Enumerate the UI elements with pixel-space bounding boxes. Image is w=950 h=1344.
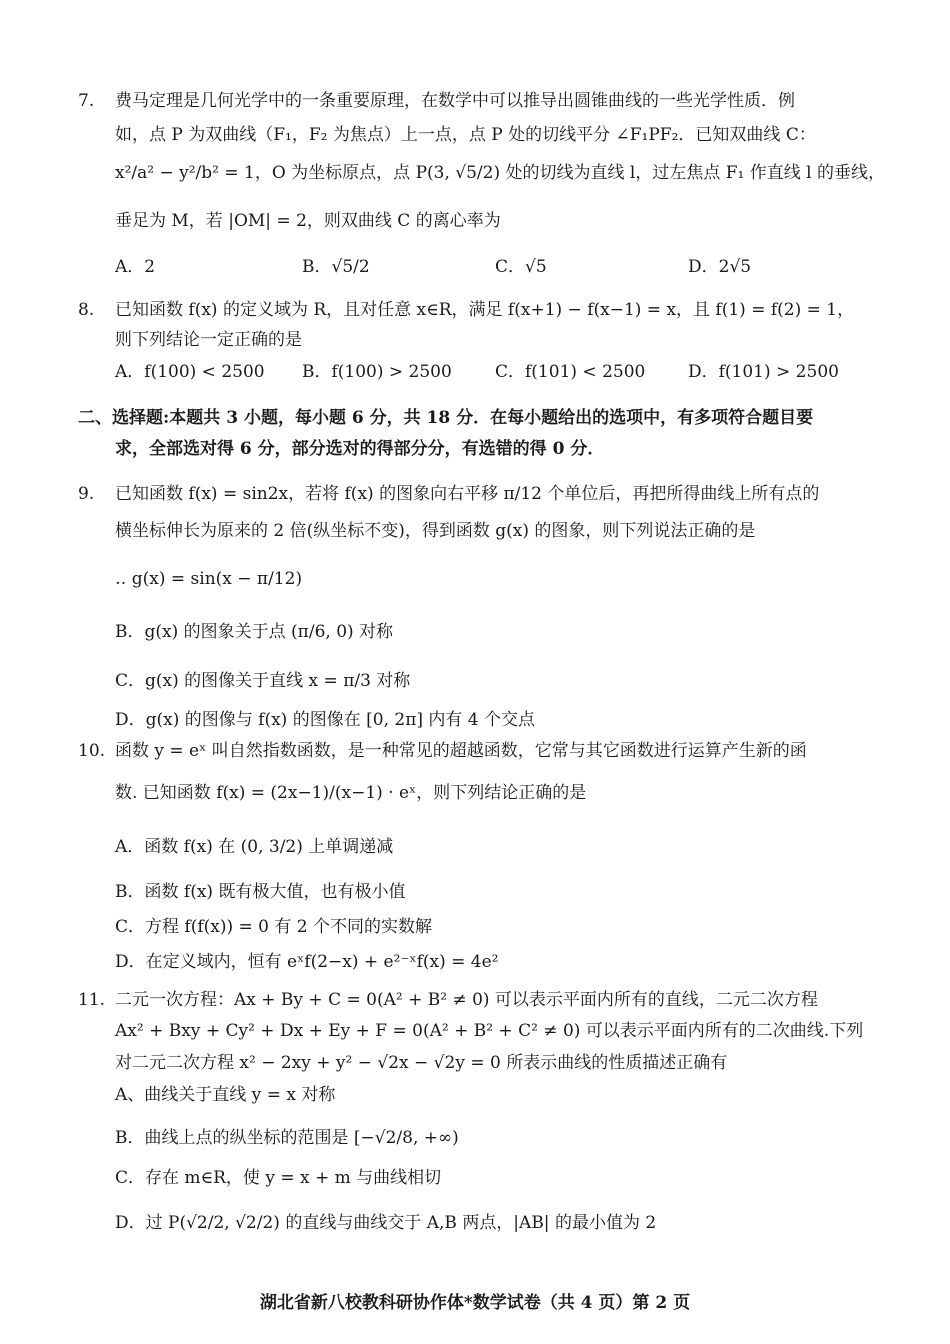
q10-option-b: B．函数 f(x) 既有极大值，也有极小值 <box>115 882 406 902</box>
q10-option-d: D．在定义域内，恒有 eˣf(2−x) + e²⁻ˣf(x) = 4e² <box>115 952 499 972</box>
q9-number: 9. <box>78 484 95 504</box>
q7-option-a: A．2 <box>115 257 156 277</box>
q10-option-c: C．方程 f(f(x)) = 0 有 2 个不同的实数解 <box>115 917 433 937</box>
q8-number: 8. <box>78 300 95 320</box>
q9-option-d: D．g(x) 的图像与 f(x) 的图像在 [0, 2π] 内有 4 个交点 <box>115 710 536 730</box>
q8-option-c: C．f(101) < 2500 <box>495 362 646 382</box>
q11-option-a: A、曲线关于直线 y = x 对称 <box>115 1085 336 1105</box>
q8-text-1: 已知函数 f(x) 的定义域为 R，且对任意 x∈R，满足 f(x+1) − f(x−1) = x，且 f(1) = f(2) = 1， <box>115 300 855 320</box>
q7-option-b: B．√5/2 <box>302 257 370 277</box>
q9-option-a: ‥ g(x) = sin(x − π/12) <box>115 569 303 589</box>
q8-option-b: B．f(100) > 2500 <box>302 362 452 382</box>
q8-option-d: D．f(101) > 2500 <box>688 362 839 382</box>
q7-option-c: C．√5 <box>495 257 547 277</box>
q7-text-1: 费马定理是几何光学中的一条重要原理，在数学中可以推导出圆锥曲线的一些光学性质．例 <box>115 91 795 111</box>
q11-option-c: C．存在 m∈R，使 y = x + m 与曲线相切 <box>115 1168 442 1188</box>
q10-option-a: A．函数 f(x) 在 (0, 3/2) 上单调递减 <box>115 837 394 857</box>
q7-text-3: x²/a² − y²/b² = 1，O 为坐标原点，点 P(3, √5/2) 处的切线为直线 l，过左焦点 F₁ 作直线 l 的垂线， <box>115 163 886 183</box>
q9-option-b: B．g(x) 的图象关于点 (π/6, 0) 对称 <box>115 622 394 642</box>
q8-option-a: A．f(100) < 2500 <box>115 362 265 382</box>
q7-text-2: 如，点 P 为双曲线（F₁，F₂ 为焦点）上一点，点 P 处的切线平分 ∠F₁PF₂．已知双曲线 C： <box>115 125 816 145</box>
q7-number: 7. <box>78 91 95 111</box>
q10-text-2: 数. 已知函数 f(x) = (2x−1)/(x−1) · eˣ，则下列结论正确的是 <box>115 783 587 803</box>
q11-number: 11. <box>78 990 106 1010</box>
section-2-text-2: 求，全部选对得 6 分，部分选对的得部分分，有选错的得 0 分． <box>115 439 605 459</box>
q8-text-2: 则下列结论一定正确的是 <box>115 330 302 350</box>
q9-text-1: 已知函数 f(x) = sin2x，若将 f(x) 的图象向右平移 π/12 个单位后，再把所得曲线上所有点的 <box>115 484 820 504</box>
q11-text-2: Ax² + Bxy + Cy² + Dx + Ey + F = 0(A² + B² + C² ≠ 0) 可以表示平面内所有的二次曲线.下列 <box>115 1021 864 1041</box>
q11-option-d: D．过 P(√2/2, √2/2) 的直线与曲线交于 A,B 两点，|AB| 的最小值为 2 <box>115 1213 657 1233</box>
q9-text-2: 横坐标伸长为原来的 2 倍(纵坐标不变)，得到函数 g(x) 的图象，则下列说法正确的是 <box>115 521 756 541</box>
q11-text-1: 二元一次方程：Ax + By + C = 0(A² + B² ≠ 0) 可以表示平面内所有的直线，二元二次方程 <box>115 990 818 1010</box>
q7-text-4: 垂足为 M，若 |OM| = 2，则双曲线 C 的离心率为 <box>115 211 501 231</box>
section-2-text-1: 二、选择题:本题共 3 小题，每小题 6 分，共 18 分．在每小题给出的选项中，有多项符合题目要 <box>78 408 814 428</box>
page-footer: 湖北省新八校教科研协作体*数学试卷（共 4 页）第 2 页 <box>259 1293 691 1313</box>
q7-option-d: D．2√5 <box>688 257 752 277</box>
q11-text-3: 对二元二次方程 x² − 2xy + y² − √2x − √2y = 0 所表示曲线的性质描述正确有 <box>115 1053 728 1073</box>
q10-text-1: 函数 y = eˣ 叫自然指数函数，是一种常见的超越函数，它常与其它函数进行运算产生新的函 <box>115 741 807 761</box>
q11-option-b: B．曲线上点的纵坐标的范围是 [−√2/8, +∞) <box>115 1128 459 1148</box>
q10-number: 10. <box>78 741 106 761</box>
q9-option-c: C．g(x) 的图像关于直线 x = π/3 对称 <box>115 671 411 691</box>
